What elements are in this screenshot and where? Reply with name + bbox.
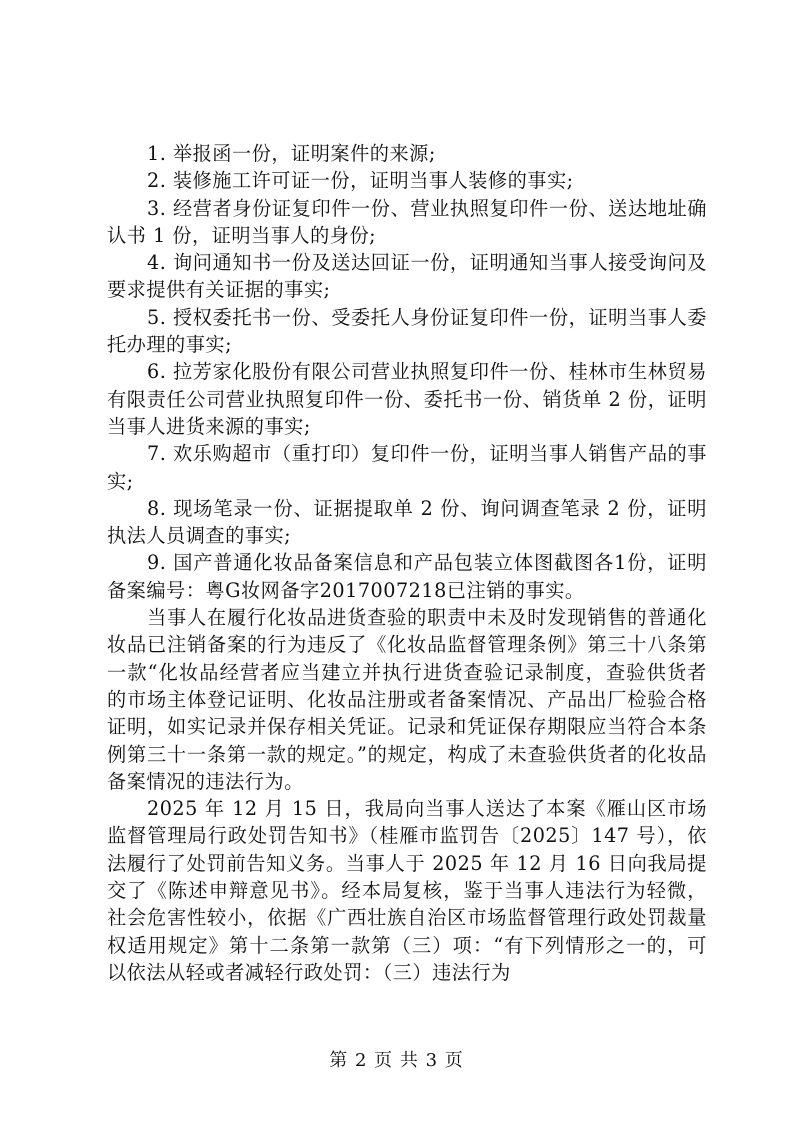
- evidence-item-5: 5. 授权委托书一份、受委托人身份证复印件一份，证明当事人委托办理的事实;: [107, 305, 707, 357]
- evidence-item-2: 2. 装修施工许可证一份，证明当事人装修的事实;: [147, 169, 574, 193]
- evidence-item-4: 4. 询问通知书一份及送达回证一份，证明通知当事人接受询问及要求提供有关证据的事实;: [107, 251, 707, 302]
- evidence-item-7: 7. 欢乐购超市（重打印）复印件一份，证明当事人销售产品的事实;: [107, 442, 707, 493]
- document-body: [107, 140, 707, 986]
- evidence-item-1: 1. 举报函一份，证明案件的来源;: [147, 142, 436, 165]
- evidence-item-3: 3. 经营者身份证复印件一份、营业执照复印件一份、送达地址确认书 1 份，证明当事人的身份;: [107, 196, 707, 247]
- evidence-item-8: 8. 现场笔录一份、证据提取单 2 份、询问调查笔录 2 份，证明执法人员调查的事实;: [107, 496, 707, 548]
- violation-paragraph: 当事人在履行化妆品进货查验的职责中未及时发现销售的普通化妆品已注销备案的行为违反了《化妆品监督管理条例》第三十八条第一款“化妆品经营者应当建立并执行进货查验记录制度，查验供货者的市场主体登记证明、化妆品注册或者备案情况、产品出厂检验合格证明，如实记录并保存相关凭证。记录和凭证保存期限应当符合本条例第三十一条第一款的规定。”的规定，构成了未查验供货者的化妆品备案情况的违法行为。: [107, 606, 707, 793]
- evidence-item-6: 6. 拉芳家化股份有限公司营业执照复印件一份、桂林市生林贸易有限责任公司营业执照复印件一份、委托书一份、销货单 2 份，证明当事人进货来源的事实;: [107, 360, 707, 438]
- page-number-footer: 第 2 页 共 3 页: [329, 1050, 464, 1071]
- evidence-item-9: 9. 国产普通化妆品备案信息和产品包装立体图截图各1份，证明备案编号：粤G妆网备字2017007218已注销的事实。: [107, 551, 707, 602]
- procedure-paragraph: 2025 年 12 月 15 日，我局向当事人送达了本案《雁山区市场监督管理局行政处罚告知书》（桂雁市监罚告〔2025〕147 号），依法履行了处罚前告知义务。当事人于 2025 年 12 月 16 日向我局提交了《陈述申辩意见书》。经本局复核，鉴于当事人违法行为轻微，社会危害性较小，依据《广西壮族自治区市场监督管理行政处罚裁量权适用规定》第十二条第一款第（三）项：“有下列情形之一的，可以依法从轻或者减轻行政处罚：（三）违法行为: [107, 797, 707, 984]
